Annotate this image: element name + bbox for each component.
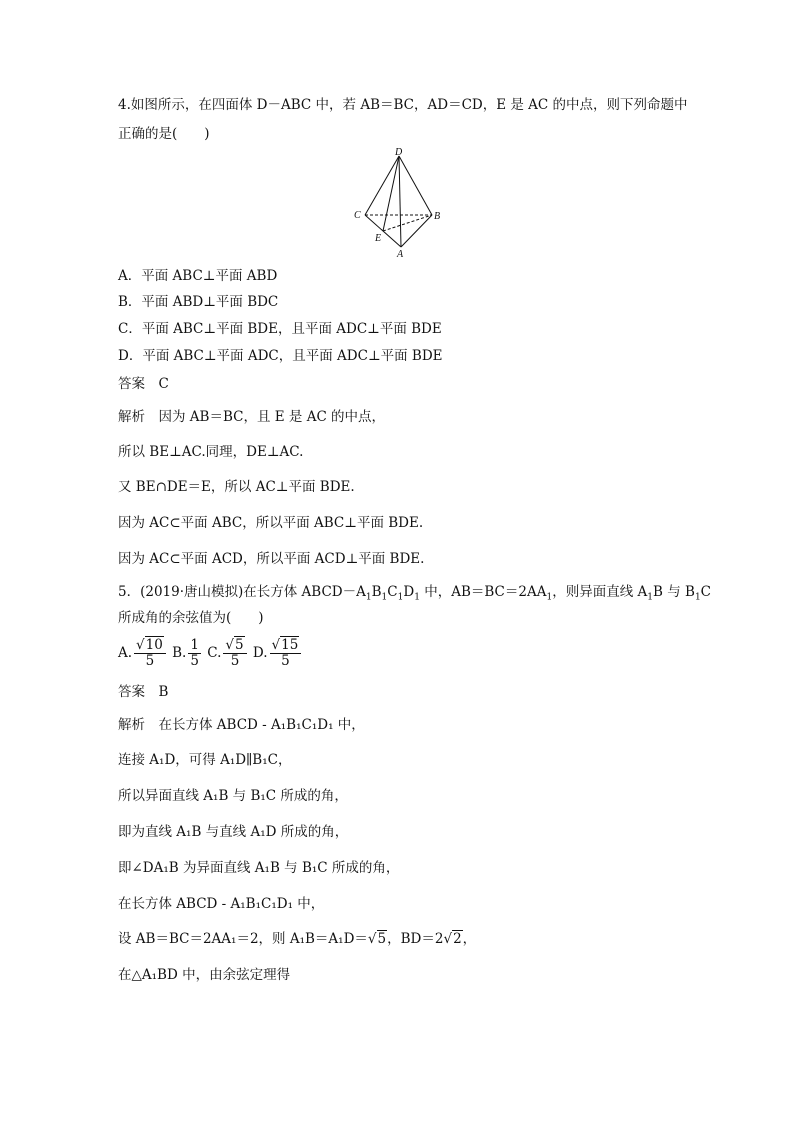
q5-option-a-value: $\frac{√10}{5}$ [134, 638, 166, 669]
q5-option-c-value: $\frac{√5}{5}$ [223, 638, 246, 669]
q5-stem-line-2: 所成角的余弦值为( ) [118, 610, 264, 626]
label-b: B [434, 211, 441, 222]
label-d: D [395, 147, 403, 158]
q5-option-b-label: B. [172, 645, 187, 661]
q4-answer: 答案 C [118, 376, 169, 392]
q5-analysis-2: 连接 A₁D，可得 A₁D∥B₁C， [118, 752, 292, 768]
q5-option-c-label: C. [207, 645, 222, 661]
q5-analysis-4: 即为直线 A₁B 与直线 A₁D 所成的角， [118, 824, 349, 840]
edge-da [399, 156, 401, 247]
q4-analysis-3: 又 BE∩DE＝E，所以 AC⊥平面 BDE. [118, 479, 355, 495]
tetrahedron-figure [345, 146, 450, 261]
q4-analysis-1: 解析 因为 AB＝BC，且 E 是 AC 的中点， [118, 409, 386, 425]
q5-answer: 答案 B [118, 684, 169, 700]
q5-options [118, 636, 303, 670]
edge-dc [365, 156, 399, 215]
q5-analysis-3: 所以异面直线 A₁B 与 B₁C 所成的角， [118, 788, 348, 804]
edge-de [383, 156, 399, 231]
q5-option-a-label: A. [118, 645, 133, 661]
label-e: E [375, 233, 382, 244]
q4-analysis-2: 所以 BE⊥AC.同理，DE⊥AC. [118, 444, 304, 460]
q5-analysis-8: 在△A₁BD 中，由余弦定理得 [118, 967, 291, 983]
q4-stem-line-2: 正确的是( ) [118, 126, 210, 142]
q5-option-b-value: $\frac{1}{5}$ [190, 637, 199, 669]
q4-analysis-5: 因为 AC⊂平面 ACD，所以平面 ACD⊥平面 BDE. [118, 551, 425, 567]
q5-option-d-label: D. [252, 645, 268, 661]
q5-analysis-7: 设 AB＝BC＝2AA₁＝2，则 A₁B＝A₁D＝√5，BD＝2√2， [118, 931, 477, 947]
q4-option-d: D．平面 ABC⊥平面 ADC，且平面 ADC⊥平面 BDE [118, 348, 443, 364]
edge-db [399, 156, 432, 215]
q4-option-b: B．平面 ABD⊥平面 BDC [118, 294, 279, 310]
label-a: A [397, 249, 404, 260]
q5-analysis-1: 解析 在长方体 ABCD - A₁B₁C₁D₁ 中， [118, 717, 365, 733]
q4-analysis-4: 因为 AC⊂平面 ABC，所以平面 ABC⊥平面 BDE. [118, 515, 424, 531]
label-c: C [354, 210, 361, 221]
q5-stem-line-1: 5．(2019·唐山模拟)在长方体 $ABCD-A_1B_1C_1D_1$ 中，$AB=BC=2AA_1$，则异面直线 $A_1B$ 与 $B_1C$ [118, 584, 712, 603]
q4-stem-line-1: 4.如图所示，在四面体 D－ABC 中，若 AB＝BC，AD＝CD，E 是 AC 的中点，则下列命题中 [118, 97, 688, 113]
q4-option-a: A．平面 ABC⊥平面 ABD [118, 268, 278, 284]
q5-option-d-value: $\frac{√15}{5}$ [270, 638, 302, 669]
q5-analysis-5: 即∠DA₁B 为异面直线 A₁B 与 B₁C 所成的角， [118, 860, 400, 876]
q5-analysis-6: 在长方体 ABCD - A₁B₁C₁D₁ 中， [118, 896, 325, 912]
q4-option-c: C．平面 ABC⊥平面 BDE，且平面 ADC⊥平面 BDE [118, 321, 442, 337]
